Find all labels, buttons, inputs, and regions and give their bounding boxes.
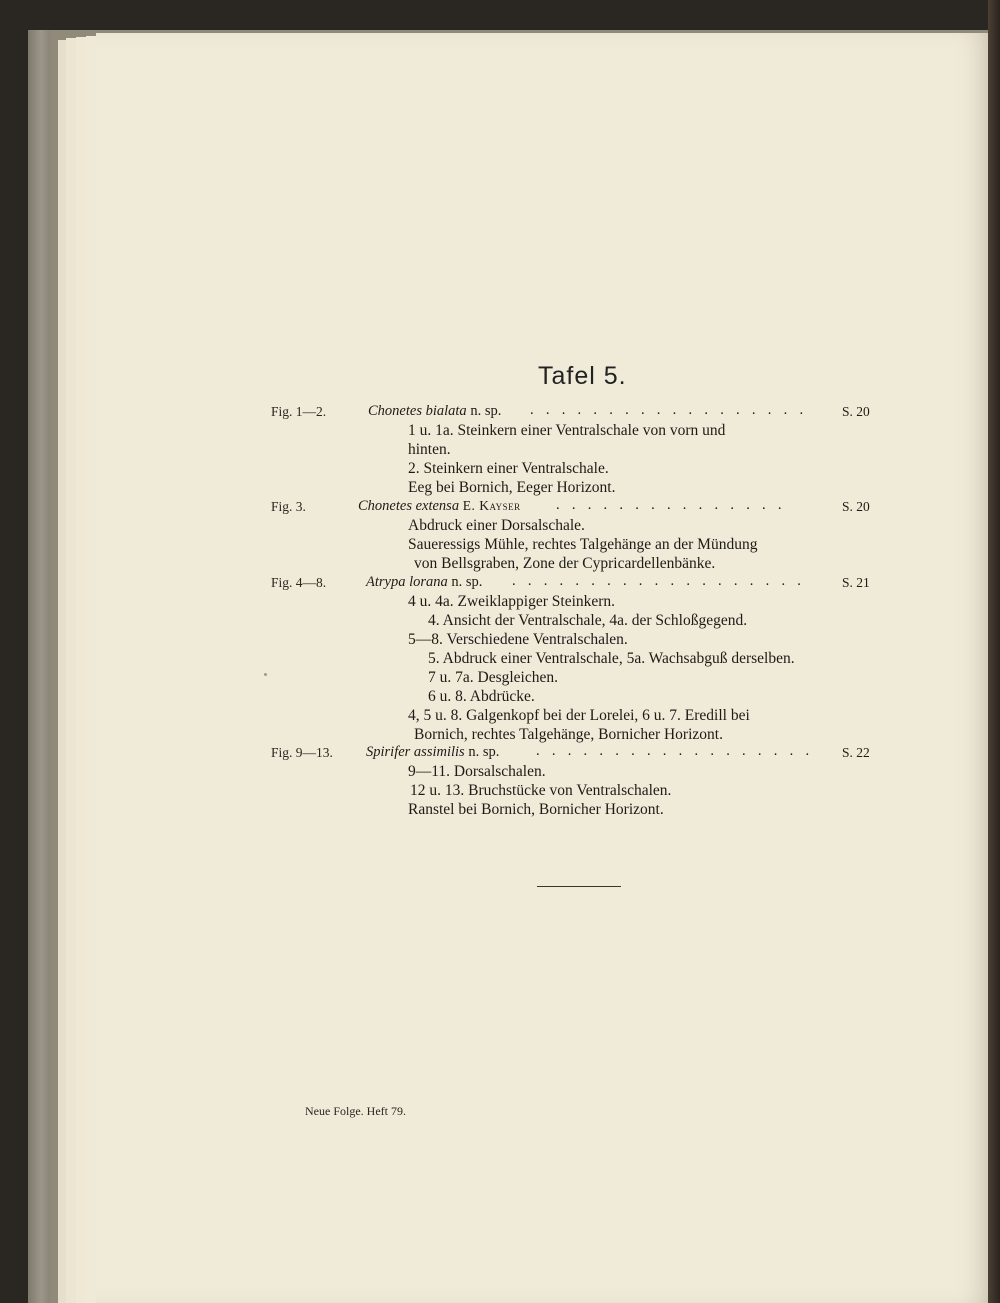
description-line: 5—8. Verschiedene Ventralschalen. [408, 631, 628, 648]
description-line: 6 u. 8. Abdrücke. [428, 688, 535, 705]
description-line: Bornich, rechtes Talgehänge, Bornicher Horizont. [414, 726, 723, 743]
description-line: Abdruck einer Dorsalschale. [408, 517, 585, 534]
page-reference: S. 21 [842, 575, 870, 590]
species-suffix: n. sp. [468, 744, 500, 760]
description-line: 2. Steinkern einer Ventralschale. [408, 460, 609, 477]
description-line: 5. Abdruck einer Ventralschale, 5a. Wachsabguß derselben. [428, 650, 795, 667]
description-line: 4. Ansicht der Ventralschale, 4a. der Schloßgegend. [428, 612, 748, 629]
species-author: E. Kayser [462, 498, 521, 513]
species-name: Atrypa lorana [366, 574, 448, 590]
species-name: Chonetes bialata [368, 403, 467, 419]
species-name: Spirifer assimilis [366, 744, 465, 760]
paper-speck [264, 673, 267, 676]
description-line: 4, 5 u. 8. Galgenkopf bei der Lorelei, 6 u. 7. Eredill bei [408, 707, 750, 724]
page-reference: S. 20 [842, 404, 870, 419]
description-line: 9—11. Dorsalschalen. [408, 763, 546, 780]
species-heading [368, 403, 501, 420]
description-line: hinten. [408, 441, 451, 458]
species-heading [366, 574, 482, 591]
species-suffix: n. sp. [470, 403, 502, 419]
locality-line [408, 479, 615, 497]
description-line: Saueressigs Mühle, rechtes Talgehänge an der Mündung [408, 536, 758, 553]
page-footer: Neue Folge. Heft 79. [305, 1104, 406, 1118]
leader-dots: . . . . . . . . . . . . . . . . . . . [512, 573, 806, 589]
description-line: 4 u. 4a. Zweiklappiger Steinkern. [408, 593, 616, 610]
fig-label: Fig. 1—2. [271, 404, 327, 419]
description-line: 7 u. 7a. Desgleichen. [428, 669, 558, 686]
species-suffix: n. sp. [451, 574, 483, 590]
fig-label: Fig. 9—13. [271, 745, 333, 760]
plate-title: Tafel 5. [538, 362, 627, 390]
leader-dots: . . . . . . . . . . . . . . . . . . [536, 743, 814, 759]
species-heading [366, 744, 499, 761]
description-line: Ranstel bei Bornich, Bornicher Horizont. [408, 801, 664, 818]
description-line: 12 u. 13. Bruchstücke von Ventralschalen. [410, 782, 672, 799]
page-reference: S. 22 [842, 745, 870, 760]
page-reference: S. 20 [842, 499, 870, 514]
fig-label: Fig. 3. [271, 499, 306, 514]
leader-dots: . . . . . . . . . . . . . . . . . . [530, 402, 808, 418]
horizontal-rule [537, 886, 621, 887]
description-line: von Bellsgraben, Zone der Cypricardellenbänke. [414, 555, 716, 572]
description-line: 1 u. 1a. Steinkern einer Ventralschale von vorn und [408, 422, 726, 439]
leader-dots: . . . . . . . . . . . . . . . [556, 497, 786, 513]
fig-label: Fig. 4—8. [271, 575, 327, 590]
species-name: Chonetes extensa [358, 498, 460, 514]
locality-text: Eeg bei Bornich, Eeger Horizont. [408, 479, 616, 496]
species-heading [358, 498, 521, 515]
